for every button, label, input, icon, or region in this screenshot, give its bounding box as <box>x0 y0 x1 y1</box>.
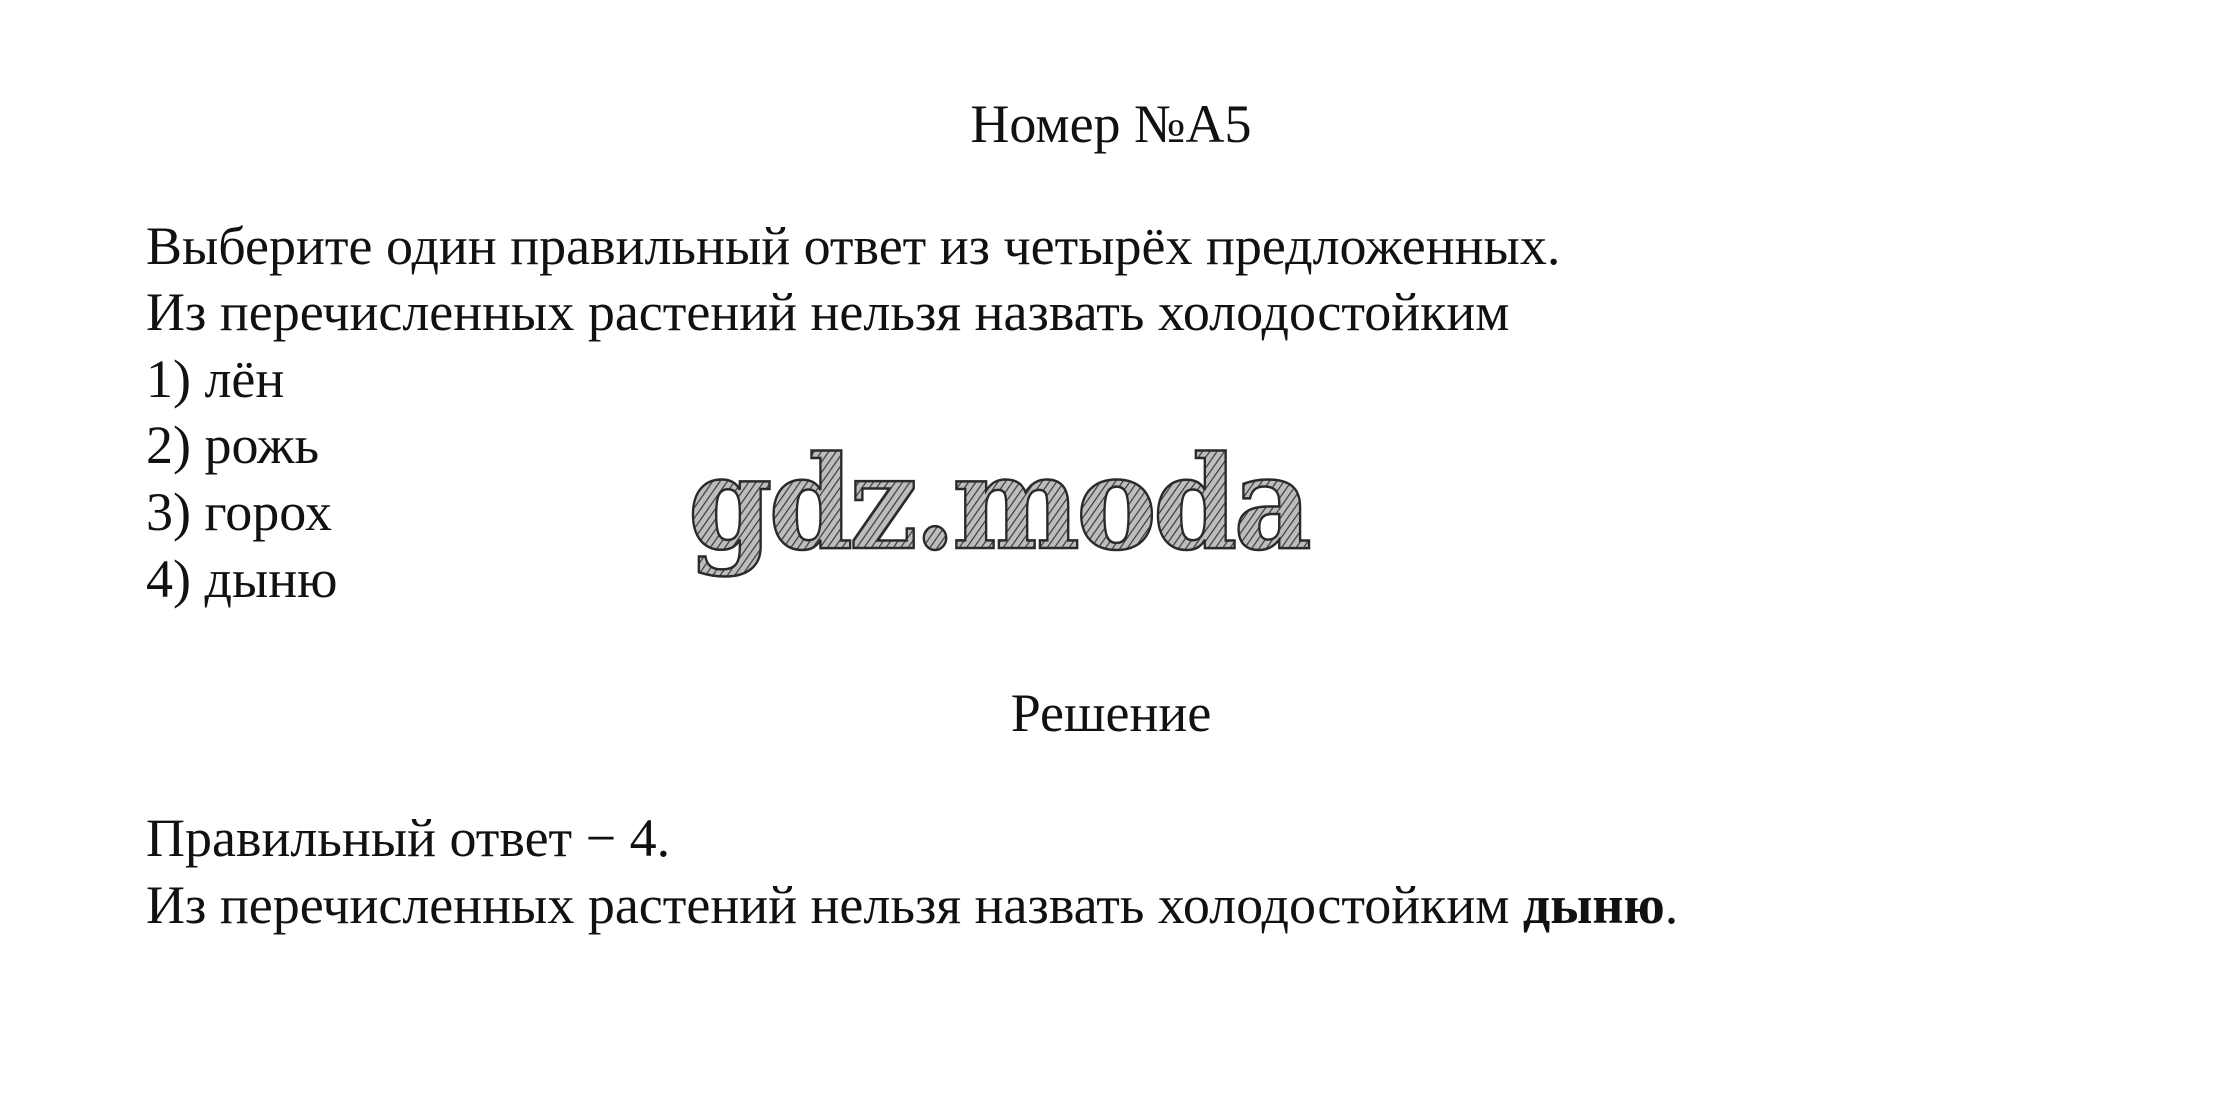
option-1: 1) лён <box>146 349 285 409</box>
solution-heading: Решение <box>1010 683 1212 743</box>
watermark-text: gdz.moda <box>688 430 1310 579</box>
page-title: Номер №A5 <box>970 94 1252 154</box>
watermark-logo <box>682 430 1322 590</box>
explanation-line <box>146 871 1678 939</box>
task-instruction: Выберите один правильный ответ из четырёх предложенных. <box>146 216 1561 276</box>
explanation-bold-answer: дыню <box>1522 875 1665 935</box>
option-2: 2) рожь <box>146 415 320 475</box>
answer-line: Правильный ответ − 4. <box>146 808 671 868</box>
option-4: 4) дыню <box>146 549 338 609</box>
explanation-prefix: Из перечисленных растений нельзя назвать холодостойким <box>146 875 1523 935</box>
option-3: 3) горох <box>146 482 332 542</box>
task-question: Из перечисленных растений нельзя назвать холодостойким <box>146 282 1510 342</box>
explanation-suffix: . <box>1664 875 1679 935</box>
